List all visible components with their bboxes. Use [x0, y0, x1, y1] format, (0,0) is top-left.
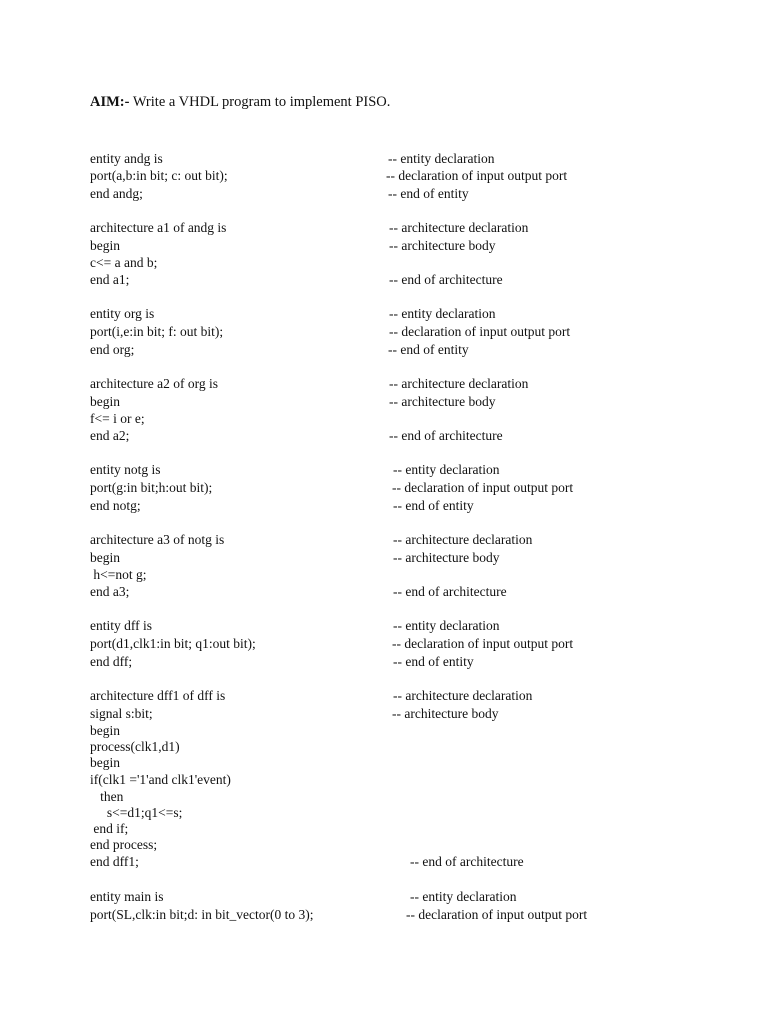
- code-line: port(g:in bit;h:out bit);: [90, 480, 213, 495]
- code-line: end a3;: [90, 584, 130, 599]
- code-line: entity andg is: [90, 151, 163, 166]
- code-line: port(i,e:in bit; f: out bit);: [90, 324, 224, 339]
- code-line: architecture a2 of org is: [90, 376, 218, 391]
- code-comment: -- end of entity: [393, 654, 474, 669]
- code-line: port(a,b:in bit; c: out bit);: [90, 168, 228, 183]
- code-comment: -- end of architecture: [393, 584, 507, 599]
- code-line: end a2;: [90, 428, 130, 443]
- code-comment: -- end of entity: [388, 342, 469, 357]
- code-comment: -- declaration of input output port: [406, 907, 588, 922]
- code-comment: -- end of entity: [393, 498, 474, 513]
- code-comment: -- entity declaration: [389, 306, 496, 321]
- code-line: process(clk1,d1): [90, 739, 180, 754]
- aim-label: AIM:-: [90, 94, 130, 110]
- code-line: end a1;: [90, 272, 130, 287]
- code-line: c<= a and b;: [90, 255, 158, 270]
- code-comment: -- architecture declaration: [389, 220, 529, 235]
- code-line: architecture dff1 of dff is: [90, 688, 226, 703]
- code-comment: -- entity declaration: [410, 889, 517, 904]
- code-line: begin: [90, 394, 120, 409]
- code-comment: -- end of architecture: [410, 854, 524, 869]
- code-line: end dff;: [90, 654, 133, 669]
- code-line: port(d1,clk1:in bit; q1:out bit);: [90, 636, 256, 651]
- code-comment: -- architecture declaration: [393, 532, 533, 547]
- code-comment: -- declaration of input output port: [392, 636, 574, 651]
- code-line: architecture a1 of andg is: [90, 220, 227, 235]
- code-comment: -- architecture body: [393, 550, 500, 565]
- code-line: begin: [90, 755, 120, 770]
- code-comment: -- declaration of input output port: [389, 324, 571, 339]
- code-line: port(SL,clk:in bit;d: in bit_vector(0 to 3);: [90, 907, 314, 922]
- code-line: if(clk1 ='1'and clk1'event): [90, 772, 231, 787]
- code-comment: -- entity declaration: [393, 462, 500, 477]
- code-line: end dff1;: [90, 854, 139, 869]
- code-comment: -- entity declaration: [388, 151, 495, 166]
- code-line: end process;: [90, 837, 158, 852]
- code-comment: -- architecture body: [392, 706, 499, 721]
- code-comment: -- end of entity: [388, 186, 469, 201]
- code-line: entity org is: [90, 306, 155, 321]
- code-comment: -- declaration of input output port: [386, 168, 568, 183]
- code-line: end notg;: [90, 498, 141, 513]
- code-line: f<= i or e;: [90, 411, 145, 426]
- code-line: end org;: [90, 342, 135, 357]
- code-comment: -- entity declaration: [393, 618, 500, 633]
- code-line: then: [90, 789, 124, 804]
- code-comment: -- architecture declaration: [389, 376, 529, 391]
- code-comment: -- architecture body: [389, 394, 496, 409]
- code-line: end if;: [90, 821, 129, 836]
- code-line: begin: [90, 550, 120, 565]
- code-line: architecture a3 of notg is: [90, 532, 225, 547]
- code-comment: -- end of architecture: [389, 428, 503, 443]
- code-line: begin: [90, 238, 120, 253]
- code-comment: -- declaration of input output port: [392, 480, 574, 495]
- code-line: entity main is: [90, 889, 164, 904]
- code-line: entity dff is: [90, 618, 152, 633]
- code-line: begin: [90, 723, 120, 738]
- code-comment: -- architecture body: [389, 238, 496, 253]
- code-comment: -- architecture declaration: [393, 688, 533, 703]
- aim-text: Write a VHDL program to implement PISO.: [129, 94, 391, 110]
- code-line: signal s:bit;: [90, 706, 153, 721]
- code-line: entity notg is: [90, 462, 161, 477]
- code-line: h<=not g;: [90, 567, 147, 582]
- code-comment: -- end of architecture: [389, 272, 503, 287]
- code-line: end andg;: [90, 186, 143, 201]
- code-line: s<=d1;q1<=s;: [90, 805, 183, 820]
